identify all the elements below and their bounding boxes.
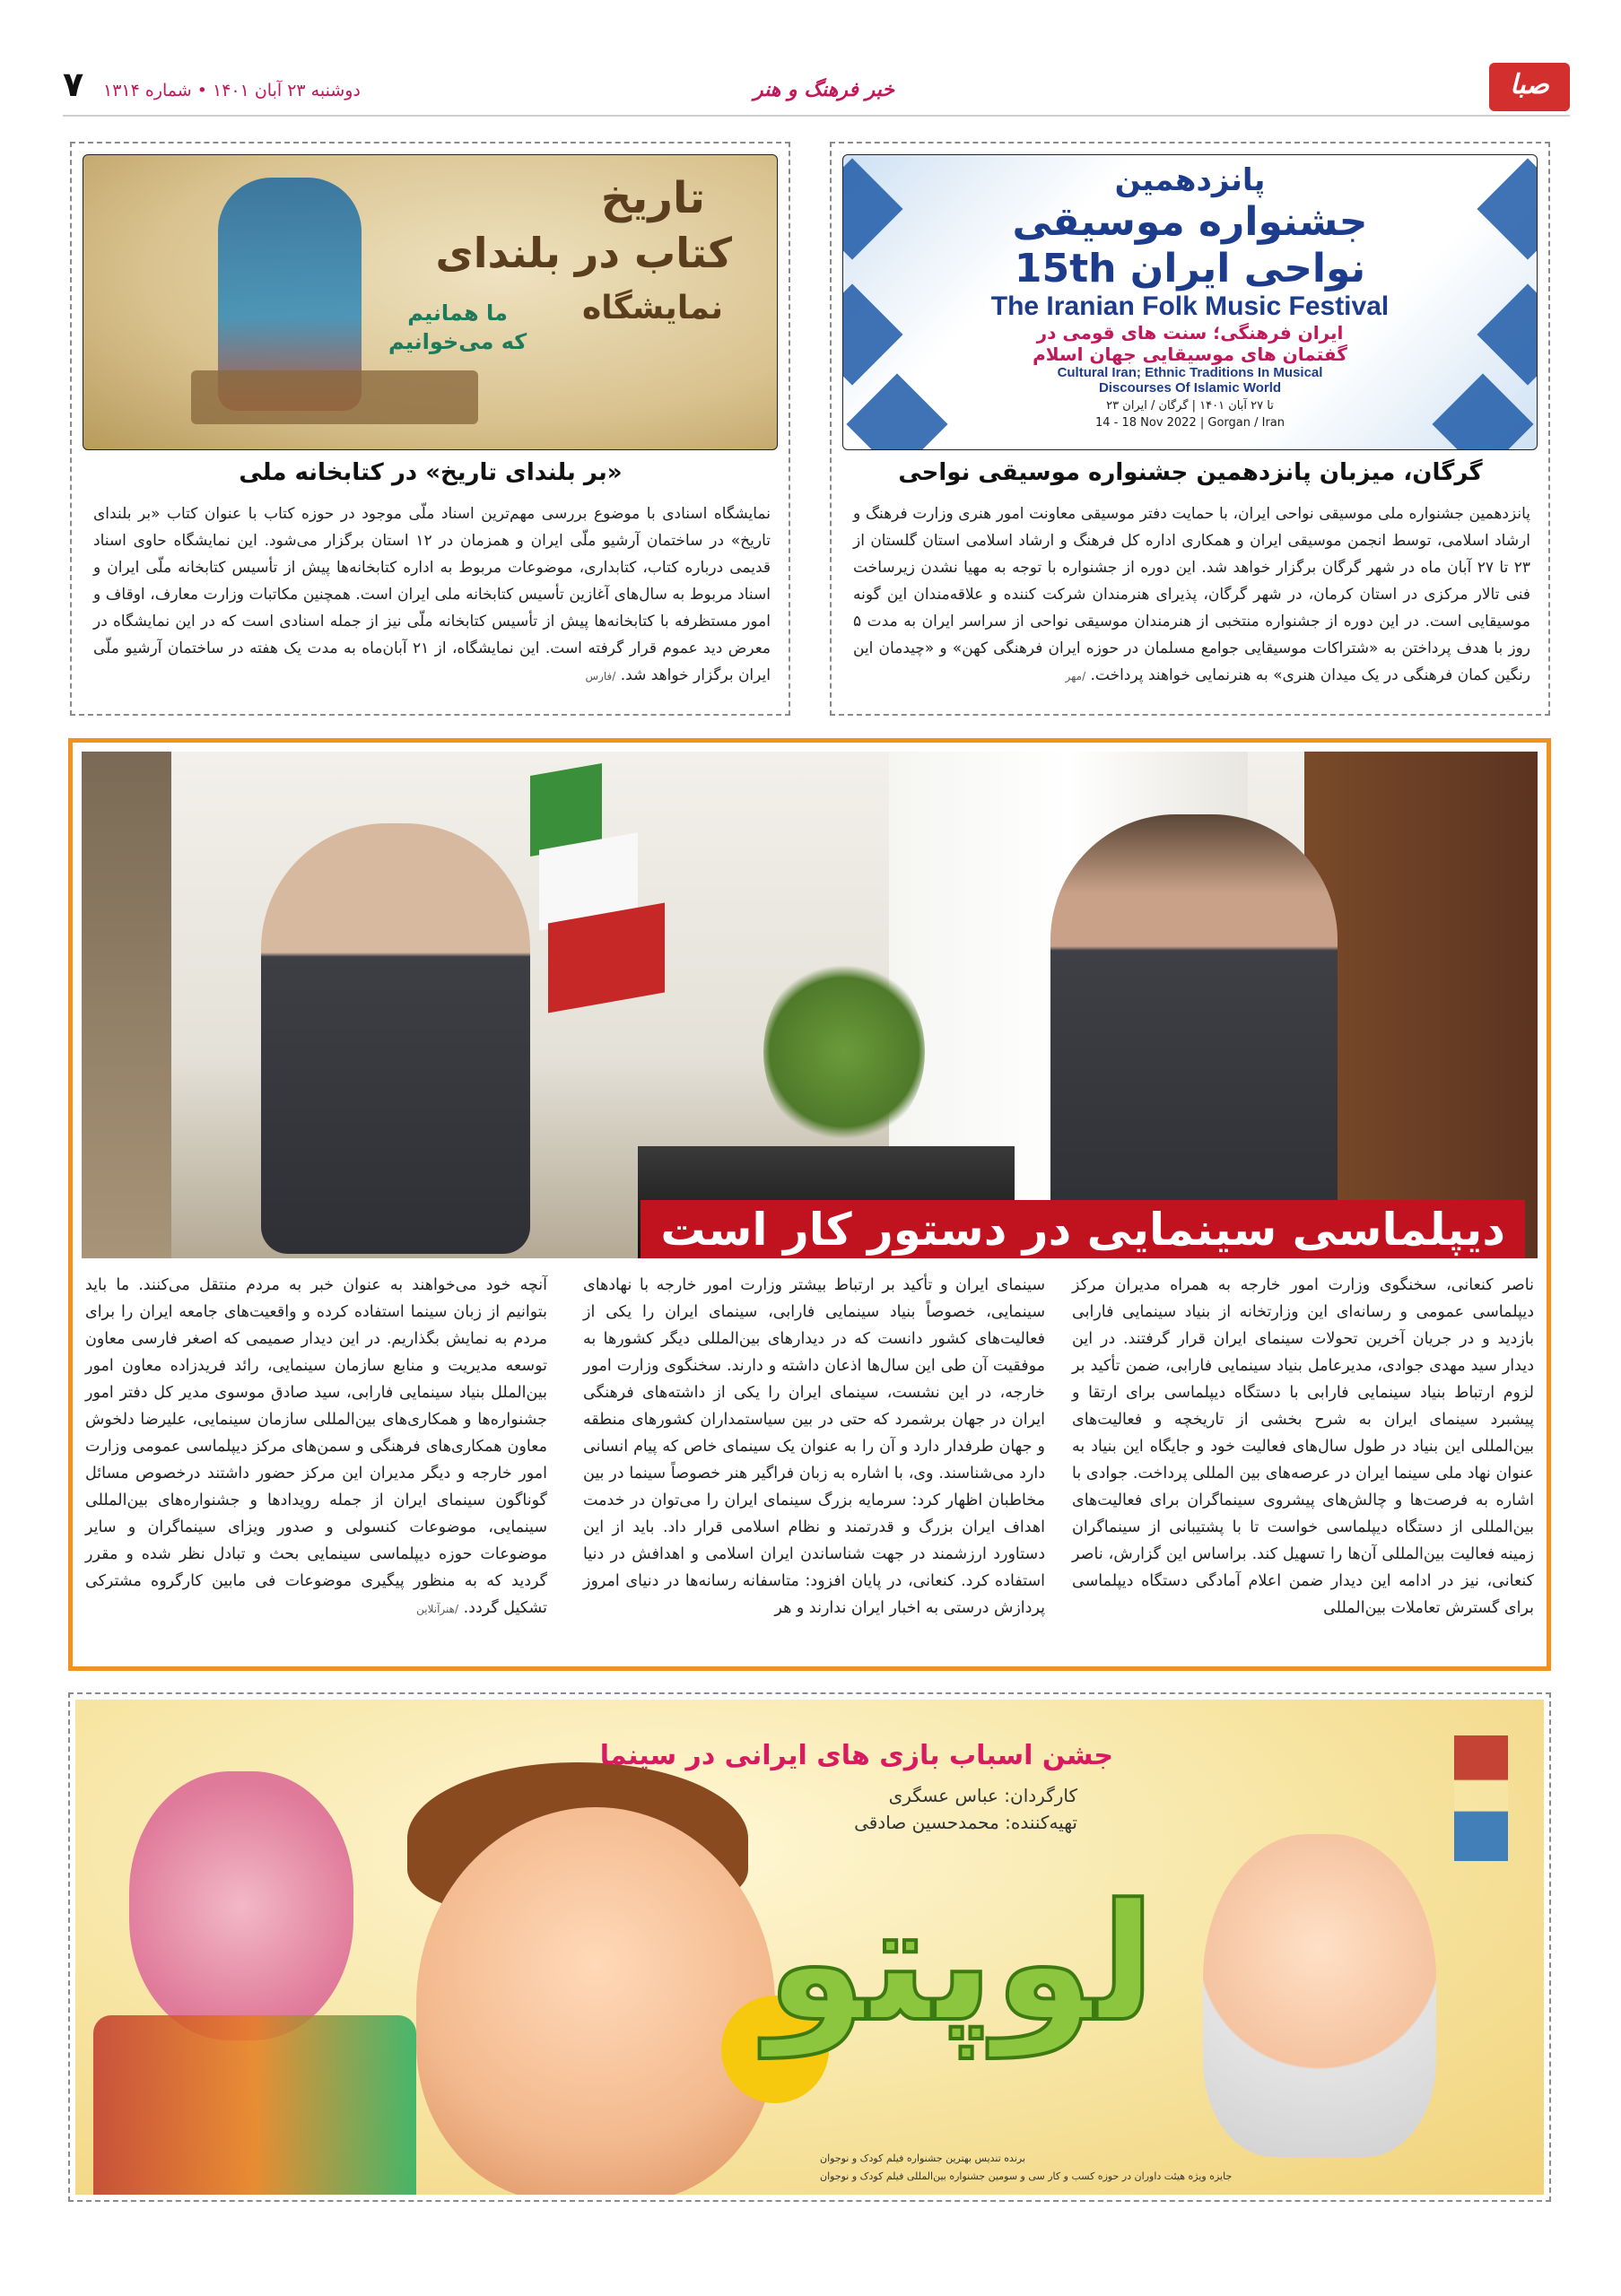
person-icon (1050, 814, 1338, 1254)
article-column: آنچه خود می‌خواهند به عنوان خبر به مردم منتقل می‌کنند. ما باید بتوانیم از زبان سینما استفاده کرده و واقعیت‌های جامعه ایران را برای مردم به نمایش بگذاریم. در این دیدار صمیمی که اصغر فارسی معاون توسعه مدیریت و منابع سازمان سینمایی، رائد فریدزاده معاون امور بین‌الملل بنیاد سینمایی فارابی، سید صادق موسوی مدیر کل دفتر امور جشنواره‌ها و همکاری‌های بین‌المللی سازمان سینمایی، علیرضا دلخوش معاون همکاری‌های فرهنگی و سمن‌های مرکز دیپلماسی عمومی وزارت امور خارجه و دیگر مدیران این مرکز حضور داشتند درخصوص مسائل گوناگون سینمای ایران از جمله رویدادها و جشنواره‌های بین‌المللی سینمایی، موضوعات کنسولی و صدور ویزای سینماگران و سایر موضوعات حوزه دیپلماسی سینمایی بحث و تبادل نظر شده و مقرر گردید که به منظور پیگیری موضوعات فی مابین کارگروه مشترکی تشکیل گردد. /هنرآنلاین (85, 1276, 547, 1617)
toys-icon (93, 2015, 416, 2195)
page-header (63, 54, 1570, 117)
sponsor-logos-icon (1454, 1735, 1508, 1861)
decor-tile-icon (1432, 373, 1533, 450)
poster-line: جشنواره موسیقی (1012, 199, 1368, 245)
ad-director: کارگردان: عباس عسگری (888, 1785, 1077, 1806)
page-number: ۷ (63, 65, 84, 104)
library-story (70, 142, 790, 716)
meeting-photo[interactable] (82, 752, 1538, 1258)
poster-line: The Iranian Folk Music Festival (990, 291, 1390, 321)
ad-producer: تهیه‌کننده: محمدحسین صادقی (854, 1812, 1077, 1833)
poster-line: پانزدهمین (1114, 162, 1266, 198)
poster-line: Cultural Iran; Ethnic Traditions In Musical (1057, 365, 1323, 380)
article-column: سینمای ایران و تأکید بر ارتباط بیشتر وزارت امور خارجه با نهادهای سینمایی، خصوصاً بنیاد سینمایی فارابی، سینمای ایران را یکی از فعالیت‌های کشور دانست که در دیدارهای بین‌المللی دیگر کشورها به موفقیت آن طی این سال‌ها اذعان داشته و دارند. سخنگوی وزارت امور خارجه، در این نشست، سینمای ایران را یکی از داشته‌های فرهنگی ایران در جهان برشمرد که حتی در بین سیاستمداران کشورهای منطقه و جهان طرفدار دارد و آن را به عنوان یک سینمای خاص که پیام انسانی دارد می‌شناسند. وی، با اشاره به زبان فراگیر هنر خصوصاً سینما در بین مخاطبان اظهار کرد: سرمایه بزرگ سینمای ایران را می‌توان در خدمت اهداف ایران بزرگ و قدرتمند و نظام اسلامی قرار داد. باید از این دستاورد ارزشمند در جهت شناساندن ایران اسلامی و اهدافش در دنیا استفاده کرد. کنعانی، در پایان افزود: متاسفانه رسانه‌ها در دنیای امروز پردازش درستی به اخبار ایران ندارند و هر (583, 1276, 1045, 1617)
poster-line: تاریخ (600, 173, 705, 223)
poster-line: گفتمان های موسیقایی جهان اسلام (1033, 344, 1347, 365)
festival-story (830, 142, 1550, 716)
ad-award: جایزه ویژه هیئت داوران در حوزه کسب و کار سی و سومین جشنواره بین‌المللی فیلم کودک و نوجوان (820, 2170, 1233, 2182)
source-credit: /هنرآنلاین (416, 1603, 459, 1615)
poster-date: ۲۳ تا ۲۷ آبان ۱۴۰۱ | گرگان / ایران (1106, 399, 1274, 413)
movie-title: لوپتو (766, 1870, 1156, 2057)
dateline: دوشنبه ۲۳ آبان ۱۴۰۱ • شماره ۱۳۱۴ (103, 81, 361, 100)
exhibition-poster[interactable] (83, 154, 778, 450)
wood-panel-icon (1304, 752, 1538, 1258)
boy-character-icon (416, 1807, 775, 2195)
festival-poster[interactable] (842, 154, 1538, 450)
decor-tile-icon (846, 373, 947, 450)
source-credit: /فارس (585, 670, 616, 683)
headline[interactable]: گرگان، میزبان پانزدهمین جشنواره موسیقی نواحی (898, 459, 1483, 486)
poster-line: کتاب در بلندای (435, 229, 732, 277)
poster-slogan: ما همانیم که می‌خوانیم (388, 300, 527, 354)
poster-line: Discourses Of Islamic World (1098, 380, 1282, 396)
article-body: نمایشگاه اسنادی با موضوع بررسی مهم‌ترین اسناد ملّی موجود در حوزه کتاب با عنوان کتاب «بر بلندای تاریخ» در ساختمان آرشیو ملّی ایران و همزمان در ۱۲ استان برگزار می‌شود. این نمایشگاه حاوی اسناد قدیمی درباره کتاب، کتابداری، موضوعات مربوط به اداره کتابخانه‌ها پیش از تأسیس کتابخانه ملّی ایران و اسناد مربوط به سال‌های آغازین تأسیس کتابخانه ملی ایران است. همچنین مکاتبات وزارت معارف، اوقاف و امور مستظرفه با کتابخانه‌ها پیش از تأسیس کتابخانه ملّی نیز از جمله اسنادی است که در این نمایشگاه در معرض دید عموم قرار گرفته است. این نمایشگاه، از ۲۱ آبان‌ماه به مدت یک هفته در ساختمان آرشیو ملّی ایران برگزار خواهد شد. /فارس (93, 505, 771, 684)
photo-caption-headline[interactable]: دیپلماسی سینمایی در دستور کار است (641, 1200, 1525, 1258)
main-story (68, 738, 1551, 1671)
ad-award: برنده تندیس بهترین جشنواره فیلم کودک و نوجوان (820, 2152, 1026, 2164)
article-body: پانزدهمین جشنواره ملی موسیقی نواحی ایران، با حمایت دفتر موسیقی معاونت امور هنری وزارت فرهنگ و ارشاد اسلامی، توسط انجمن موسیقی ایران و همکاری اداره کل فرهنگ و ارشاد اسلامی استان گلستان از ۲۳ تا ۲۷ آبان ماه در شهر گرگان برگزار خواهد شد. این دوره از جشنواره با توجه به مهیا نشدن زیرساخت فنی تالار مرکزی در استان کرمان، در شهر گرگان، پذیرای هنرمندان شرکت کننده و علاقه‌مندان این گونه موسیقایی است. در این دوره از جشنواره منتخبی از هنرمندان موسیقی نواحی از سراسر ایران به مدت ۵ روز با هدف پرداختن به «شتراکات موسیقایی جوامع مسلمان در حوزه ایران فرهنگی کهن» و «چیدمان این رنگین کمان فرهنگی در یک میدان هنری» به هنرنمایی خواهند پرداخت. /مهر (853, 505, 1531, 684)
robot-character-icon (129, 1771, 353, 2040)
decor-tile-icon (1477, 283, 1538, 385)
poster-line: نواحی ایران 15th (1014, 246, 1366, 291)
source-credit: /مهر (1065, 670, 1086, 683)
decor-tile-icon (1477, 158, 1538, 259)
shelf-icon (82, 752, 171, 1258)
person-icon (261, 823, 530, 1254)
old-man-character-icon (1203, 1834, 1436, 2157)
book-icon (191, 370, 478, 424)
poster-line: نمایشگاه (581, 290, 723, 326)
ad-tagline: جشن اسباب بازی های ایرانی در سینما (599, 1740, 1113, 1771)
section-title: خبر فرهنگ و هنر (754, 79, 894, 101)
poster-line: ایران فرهنگی؛ سنت های قومی در (1036, 322, 1344, 344)
flag-icon (548, 903, 665, 1013)
plant-icon (763, 958, 925, 1146)
headline[interactable]: «بر بلندای تاریخ» در کتابخانه ملی (239, 459, 623, 486)
poster-date: 14 - 18 Nov 2022 | Gorgan / Iran (1094, 416, 1285, 430)
decor-tile-icon (842, 158, 903, 259)
newspaper-logo[interactable]: صبا (1489, 63, 1570, 111)
article-column: ناصر کنعانی، سخنگوی وزارت امور خارجه به همراه مدیران مرکز دیپلماسی عمومی و رسانه‌ای این وزارتخانه از بنیاد سینمایی فارابی بازدید و در جریان آخرین تحولات سینمای ایران قرار گرفتند. در این دیدار سید مهدی جوادی، مدیرعامل بنیاد سینمایی فارابی، ضمن تأکید بر لزوم ارتباط بنیاد سینمایی فارابی با دستگاه دیپلماسی برای ارتقا و پیشبرد سینمای ایران به شرح بخشی از تاریخچه و فعالیت‌های بین‌المللی این بنیاد در طول سال‌های فعالیت خود و جایگاه این بنیاد به عنوان نهاد ملی سینما ایران در عرصه‌های بین المللی پرداخت. جوادی با اشاره به فرصت‌ها و چالش‌های پیشروی سینماگران برای فعالیت‌های بین‌المللی از دستگاه دیپلماسی خواست تا با پشتیبانی از سینماگران زمینه فعالیت بین‌المللی آن‌ها را تسهیل کند. براساس این گزارش، ناصر کنعانی، نیز در ادامه این دیدار ضمن اعلام آمادگی دستگاه دیپلماسی برای گسترش تعاملات بین‌المللی (1072, 1276, 1534, 1617)
ad-banner[interactable] (75, 1700, 1544, 2195)
decor-tile-icon (842, 283, 903, 385)
movie-advertisement (68, 1692, 1551, 2202)
